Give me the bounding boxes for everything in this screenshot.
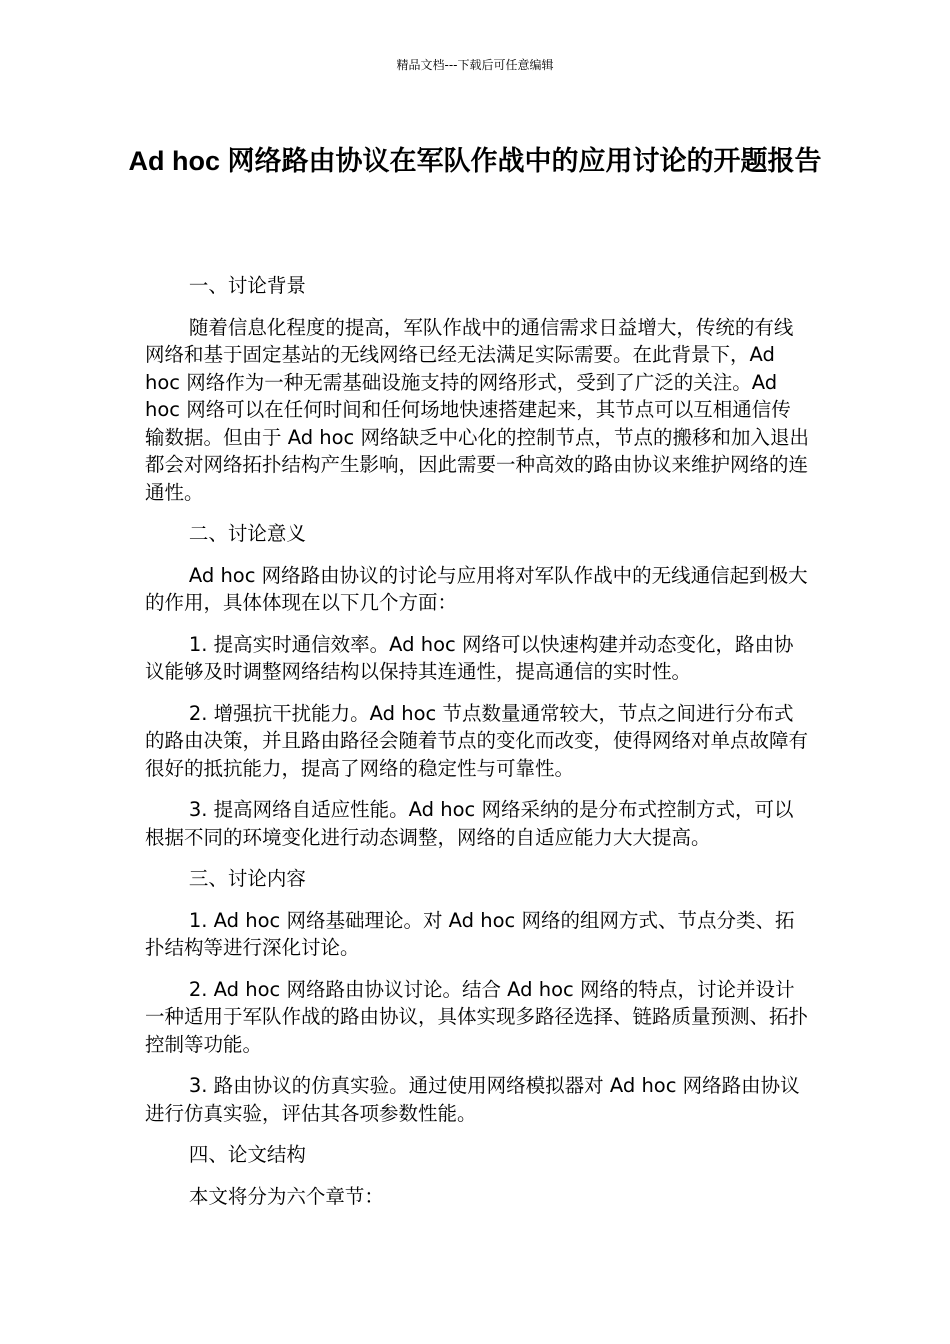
- page-header-note: 精品文档---下载后可任意编辑: [396, 58, 554, 72]
- document-title: Ad hoc 网络路由协议在军队作战中的应用讨论的开题报告: [128, 146, 822, 176]
- list-item-content-3: 3. 路由协议的仿真实验。通过使用网络模拟器对 Ad hoc 网络路由协议进行仿真实验，评估其各项参数性能。: [145, 1074, 800, 1125]
- document-body: [145, 272, 810, 1224]
- section-heading-structure: 四、论文结构: [188, 1143, 306, 1166]
- list-item-content-1: 1. Ad hoc 网络基础理论。对 Ad hoc 网络的组网方式、节点分类、拓扑结构等进行深化讨论。: [145, 908, 795, 959]
- list-item-content-2: 2. Ad hoc 网络路由协议讨论。结合 Ad hoc 网络的特点，讨论并设计一种适用于军队作战的路由协议，具体实现多路径选择、链路质量预测、拓扑控制等功能。: [145, 977, 809, 1056]
- paragraph-background: 随着信息化程度的提高，军队作战中的通信需求日益增大，传统的有线网络和基于固定基站的无线网络已经无法满足实际需要。在此背景下，Ad hoc 网络作为一种无需基础设施支持的网络形式，受到了广泛的关注。Ad hoc 网络可以在任何时间和任何场地快速搭建起来，其节点可以互相通信传输数据。但由于 Ad hoc 网络缺乏中心化的控制节点，节点的搬移和加入退出都会对网络拓扑结构产生影响，因此需要一种高效的路由协议来维护网络的连通性。: [145, 315, 809, 504]
- section-heading-background: 一、讨论背景: [188, 274, 306, 297]
- section-heading-content: 三、讨论内容: [188, 867, 306, 890]
- list-item-significance-3: 3. 提高网络自适应性能。Ad hoc 网络采纳的是分布式控制方式，可以根据不同的环境变化进行动态调整，网络的自适应能力大大提高。: [145, 798, 794, 849]
- paragraph-structure-intro: 本文将分为六个章节：: [188, 1184, 384, 1208]
- list-item-significance-2: 2. 增强抗干扰能力。Ad hoc 节点数量通常较大，节点之间进行分布式的路由决策，并且路由路径会随着节点的变化而改变，使得网络对单点故障有很好的抵抗能力，提高了网络的稳定性与可靠性。: [145, 701, 809, 780]
- paragraph-significance-intro: Ad hoc 网络路由协议的讨论与应用将对军队作战中的无线通信起到极大的作用，具体体现在以下几个方面：: [145, 563, 808, 614]
- section-heading-significance: 二、讨论意义: [188, 522, 306, 545]
- list-item-significance-1: 1. 提高实时通信效率。Ad hoc 网络可以快速构建并动态变化，路由协议能够及时调整网络结构以保持其连通性，提高通信的实时性。: [145, 632, 794, 683]
